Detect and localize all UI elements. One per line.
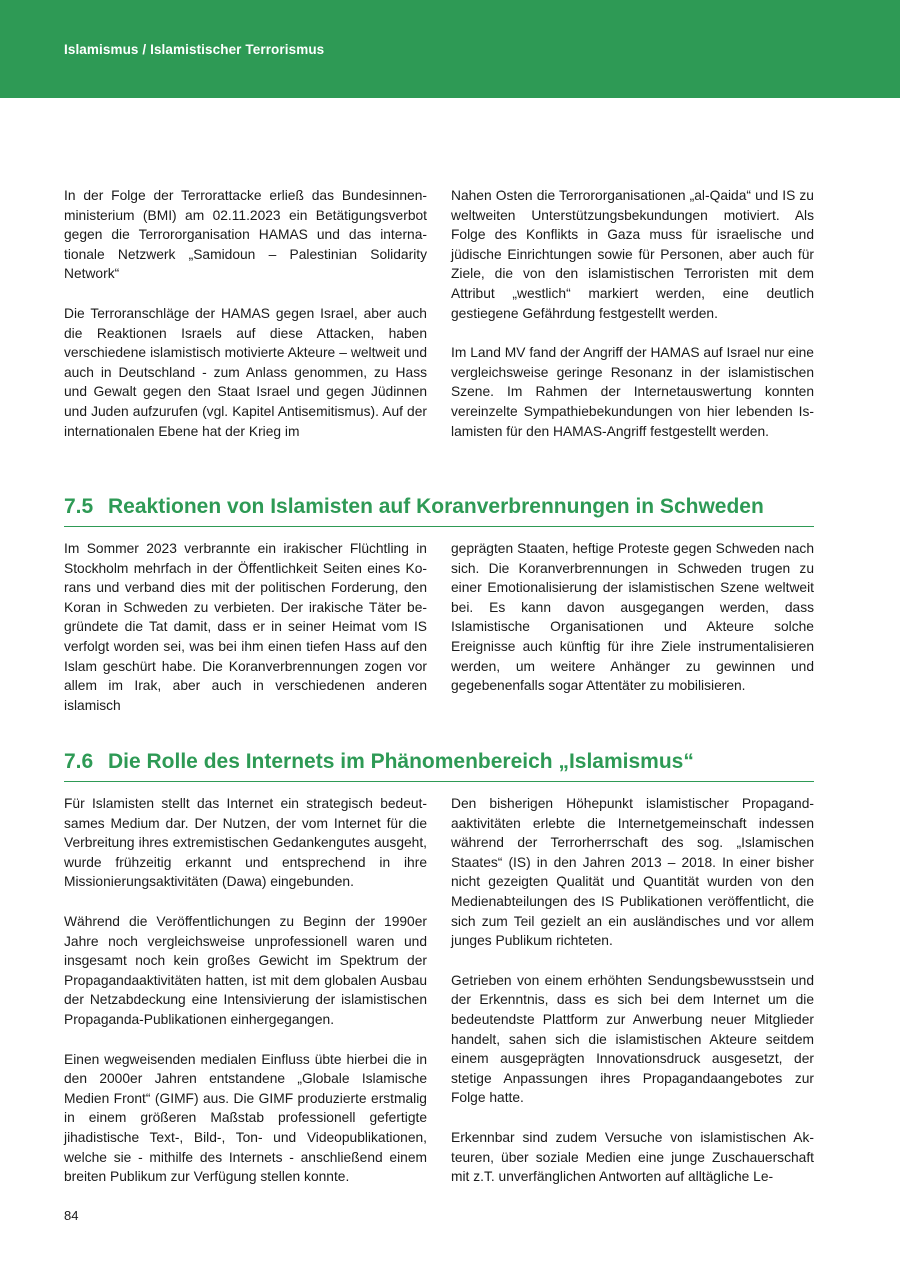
paragraph: geprägten Staaten, heftige Proteste gegen Schweden nach sich. Die Koranverbrennungen in Schweden trugen zu einer Emotionalisierung der islamistischen Szene weltweit bei. Es kann davon ausgegangen werden, dass Islamistische Organisationen und Akteure solche Ereignisse auch künftig für ihre Ziele instrumentalisieren werden, um weitere Anhänger zu gewinnen und gegebenenfalls sogar Attentäter zu mobilisieren.: [451, 541, 814, 694]
section-7-6-columns: [64, 794, 814, 1187]
intro-left-column: [64, 186, 427, 441]
paragraph: Im Land MV fand der Angriff der HAMAS auf Israel nur eine vergleichsweise geringe Resonanz in der islamistischen Szene. Im Rahmen der Internetauswertung konnten vereinzelte Sympathiebekundungen von hier lebenden Islamisten für den HAMAS-Angriff festgestellt werden.: [451, 345, 814, 439]
running-header-title: Islamismus / Islamistischer Terrorismus: [64, 42, 325, 57]
paragraph: Während die Veröffentlichungen zu Beginn der 1990er Jahre noch vergleichsweise unprofessionell waren und insgesamt noch kein großes Gewicht im Spektrum der Propagandaaktivitäten hatten, ist mit dem globalen Ausbau der Netzabdeckung eine Intensivierung der islamistischen Propaganda-Publikationen einhergegangen.: [64, 913, 427, 1027]
page-header-bar: [0, 0, 900, 98]
paragraph: Getrieben von einem erhöhten Sendungsbewusstsein und der Erkenntnis, dass es sich bei dem Internet um die bedeutendste Plattform zur Anwerbung neuer Mitglieder handelt, sahen sich die islamistischen Akteure seitdem einem ausgeprägten Innovationsdruck ausgesetzt, der stetige Anpassungen ihres Propagandaangebotes zur Folge hatte.: [451, 972, 814, 1106]
section-number: 7.6: [64, 750, 94, 773]
page-number: 84: [64, 1208, 79, 1223]
section-heading-7-5: [64, 494, 814, 527]
section-title: Reaktionen von Islamisten auf Koranverbrennungen in Schweden: [108, 495, 764, 518]
intro-right-column: [451, 186, 814, 441]
paragraph: In der Folge der Terrorattacke erließ das Bundesinnenministerium (BMI) am 02.11.2023 ein Betätigungsverbot gegen die Terrororganisation HAMAS und das internationale Netzwerk „Samidoun – Palestinian Solidarity Network“: [64, 188, 427, 282]
section-7-6-right-column: [451, 794, 814, 1187]
intro-columns: [64, 186, 814, 441]
section-7-5-columns: [64, 539, 814, 715]
section-heading-7-6: [64, 749, 814, 782]
section-7-5-right-column: [451, 539, 814, 715]
paragraph: Im Sommer 2023 verbrannte ein irakischer Flüchtling in Stockholm mehrfach in der Öffentlichkeit Seiten eines Korans und verband dies mit der politischen Forderung, den Koran in Schweden zu verbieten. Der irakische Täter begründete die Tat damit, dass er in seiner Heimat vom IS verfolgt worden sei, was bei ihm einen tiefen Hass auf den Islam geschürt habe. Die Koranverbrennungen zogen vor allem im Irak, aber auch in verschiedenen anderen islamisch: [64, 541, 427, 713]
section-7-6-left-column: [64, 794, 427, 1187]
section-title: Die Rolle des Internets im Phänomenbereich „Islamismus“: [108, 750, 694, 773]
paragraph: Einen wegweisenden medialen Einfluss übte hierbei die in den 2000er Jahren entstandene „Globale Islamische Medien Front“ (GIMF) aus. Die GIMF produzierte erstmalig in einem größeren Maßstab professionell gefertigte jihadistische Text-, Bild-, Ton- und Videopublikationen, welche sie - mithilfe des Internets - anschließend einem breiten Publikum zur Verfügung stellen konnte.: [64, 1051, 427, 1185]
paragraph: Für Islamisten stellt das Internet ein strategisch bedeutsames Medium dar. Der Nutzen, der vom Internet für die Verbreitung ihres extremistischen Gedankengutes ausgeht, wurde frühzeitig erkannt und entsprechend in ihre Missionierungsaktivitäten (Dawa) eingebunden.: [64, 796, 427, 890]
section-7-5-left-column: [64, 539, 427, 715]
paragraph: Erkennbar sind zudem Versuche von islamistischen Akteuren, über soziale Medien eine junge Zuschauerschaft mit z.T. unverfänglichen Antworten auf alltägliche Le-: [451, 1129, 814, 1185]
paragraph: Die Terroranschläge der HAMAS gegen Israel, aber auch die Reaktionen Israels auf diese Attacken, haben verschiedene islamistisch motivierte Akteure – weltweit und auch in Deutschland - zum Anlass genommen, zu Hass und Gewalt gegen den Staat Israel und gegen Jüdinnen und Juden aufzurufen (vgl. Kapitel Antisemitismus). Auf der internationalen Ebene hat der Krieg im: [64, 305, 427, 439]
paragraph: Nahen Osten die Terrororganisationen „al-Qaida“ und IS zu weltweiten Unterstützungsbekundungen motiviert. Als Folge des Konflikts in Gaza muss für israelische und jüdische Einrichtungen sowie für Personen, aber auch für Ziele, die von den islamistischen Terroristen mit dem Attribut „westlich“ markiert werden, eine deutlich gestiegene Gefährdung festgestellt werden.: [451, 188, 814, 321]
section-number: 7.5: [64, 495, 94, 518]
paragraph: Den bisherigen Höhepunkt islamistischer Propagandaaktivitäten erlebte die Internetgemeinschaft indessen während der Terrorherrschaft des sog. „Islamischen Staates“ (IS) in den Jahren 2013 – 2018. In einer bisher nicht gezeigten Qualität und Quantität wurden von den Medienabteilungen des IS Publikationen veröffentlicht, die sich zum Teil gezielt an ein ausländisches und vor allem junges Publikum richteten.: [451, 796, 814, 949]
